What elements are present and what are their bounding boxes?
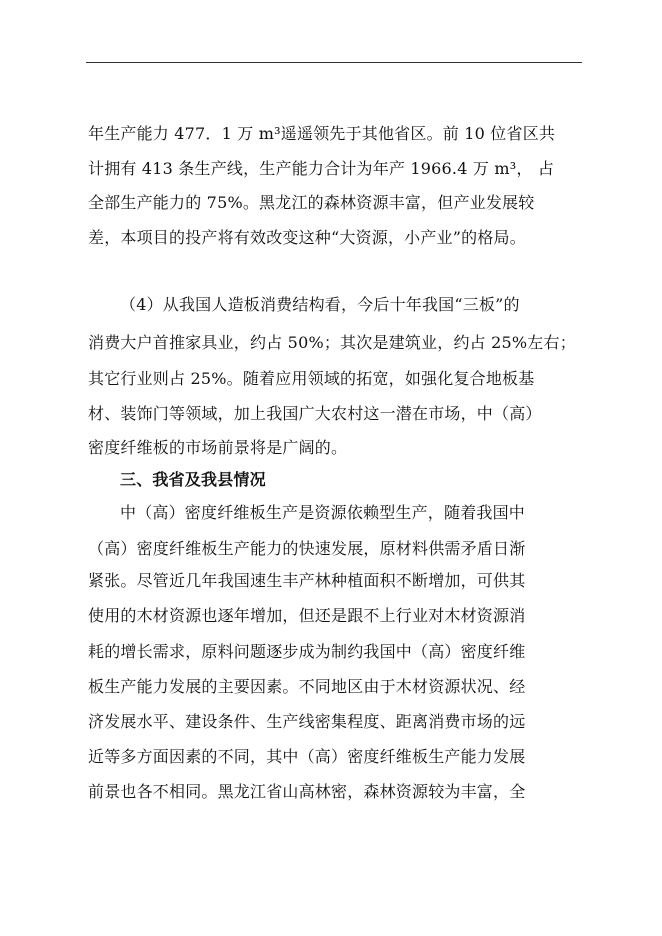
text-line: 近等多方面因素的不同，其中（高）密度纤维板生产能力发展: [88, 747, 526, 766]
text-line: （4）从我国人造板消费结构看，今后十年我国“三板”的: [120, 295, 520, 314]
text-line: 密度纤维板的市场前景将是广阔的。: [88, 438, 348, 457]
text-line: 前景也各不相同。黑龙江省山高林密，森林资源较为丰富，全: [88, 782, 526, 801]
text-line: 年生产能力 477．1 万 m³遥遥领先于其他省区。前 10 位省区共: [88, 124, 556, 143]
section-heading: 三、我省及我县情况: [120, 470, 266, 489]
text-line: 其它行业则占 25%。随着应用领域的拓宽，如强化复合地板基: [88, 369, 535, 388]
text-line: 差，本项目的投产将有效改变这种“大资源，小产业”的格局。: [88, 228, 526, 247]
text-line: 中（高）密度纤维板生产是资源依赖型生产，随着我国中: [120, 503, 526, 522]
text-line: 使用的木材资源也逐年增加，但还是跟不上行业对木材资源消: [88, 606, 526, 625]
text-line: 耗的增长需求，原料问题逐步成为制约我国中（高）密度纤维: [88, 642, 526, 661]
header-rule: [86, 62, 582, 63]
text-line: 济发展水平、建设条件、生产线密集程度、距离消费市场的远: [88, 712, 526, 731]
text-line: 紧张。尽管近几年我国速生丰产林种植面积不断增加，可供其: [88, 571, 526, 590]
text-line: 消费大户首推家具业，约占 50%；其次是建筑业，约占 25%左右；: [88, 333, 576, 352]
text-line: 计拥有 413 条生产线，生产能力合计为年产 1966.4 万 m³， 占: [88, 159, 555, 178]
text-line: 材、装饰门等领域，加上我国广大农村这一潜在市场，中（高）: [88, 404, 542, 423]
text-line: （高）密度纤维板生产能力的快速发展，原材料供需矛盾日渐: [88, 539, 526, 558]
text-line: 板生产能力发展的主要因素。不同地区由于木材资源状况、经: [88, 677, 526, 696]
text-line: 全部生产能力的 75%。黑龙江的森林资源丰富，但产业发展较: [88, 193, 535, 212]
